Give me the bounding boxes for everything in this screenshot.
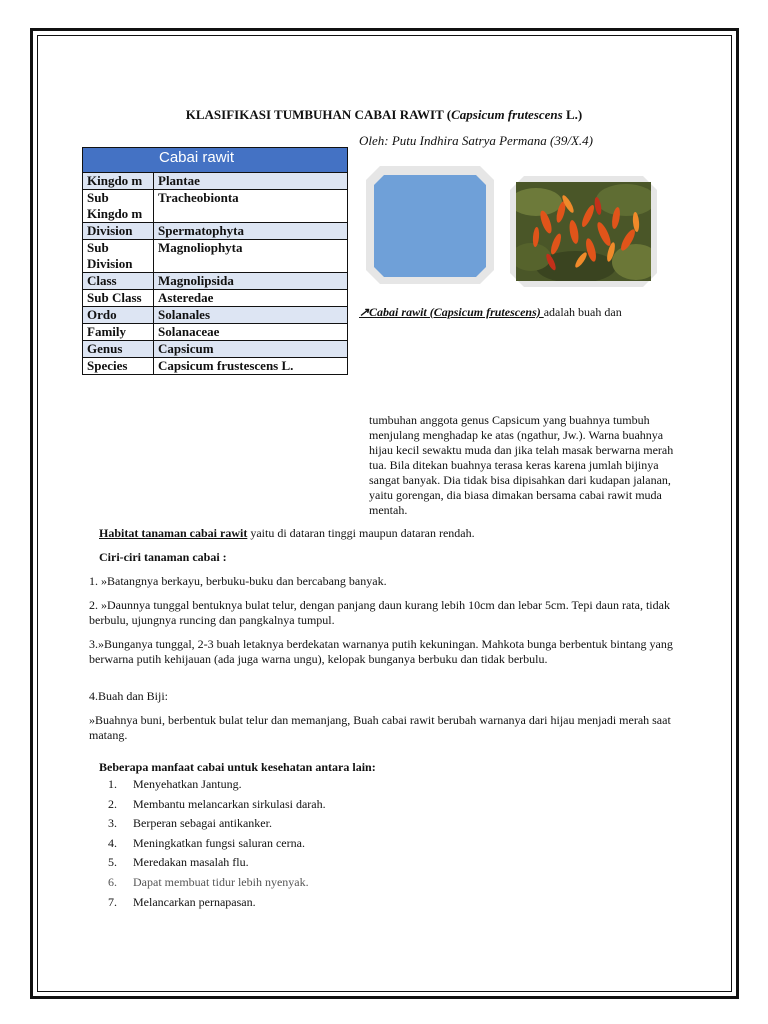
placeholder-image: [374, 175, 486, 277]
list-item: 6. Dapat membuat tidur lebih nyenyak.: [108, 874, 309, 889]
ciri-item: 1. »Batangnya berkayu, berbuku-buku dan bercabang banyak.: [89, 574, 387, 588]
table-row: Division Spermatophyta: [83, 223, 348, 240]
chili-plant-illustration: [516, 182, 651, 281]
table-row: Sub Kingdo m Tracheobionta: [83, 190, 348, 223]
benefits-list: [108, 777, 326, 914]
table-row: Genus Capsicum: [83, 341, 348, 358]
ciri-heading: Ciri-ciri tanaman cabai :: [99, 550, 227, 564]
ciri-item: 2. »Daunnya tunggal bentuknya bulat telur, dengan panjang daun kurang lebih 10cm dan lebar 5cm. Tepi daun rata, tidak berbulu, ujungnya runcing dan pangkalnya tumpul.: [89, 598, 670, 627]
classification-table: [82, 147, 348, 375]
chili-photo: [516, 182, 651, 281]
ciri-item: 3.»Bunganya tunggal, 2-3 buah letaknya berdekatan warnanya putih kekuningan. Mahkota bunga berbentuk bintang yang berwarna putih kehijauan (ada juga warna ungu), kelopak bunganya berbuku dan tidak berbulu.: [89, 637, 673, 666]
table-row: Species Capsicum frustescens L.: [83, 358, 348, 375]
list-item: 5. Meredakan masalah flu.: [108, 855, 249, 870]
description-paragraph: tumbuhan anggota genus Capsicum yang buahnya tumbuh menjulang menghadap ke atas (ngathur, Jw.). Warna buahnya hijau kecil sewaktu muda dan jika telah masak berwarna merah tua. Bila ditekan buahnya terasa keras karena jumlah bijinya sangat banyak. Dia tidak bisa dipisahkan dari kudapan jalanan, yaitu gorengan, dia biasa dimakan bersama cabai rawit muda mentah.: [369, 413, 674, 517]
list-item: 7. Melancarkan pernapasan.: [108, 894, 256, 909]
table-row: Sub Class Asteredae: [83, 290, 348, 307]
image-caption: ↗Cabai rawit (Capsicum frutescens) adalah buah dan: [359, 305, 622, 319]
ciri-item: »Buahnya buni, berbentuk bulat telur dan memanjang, Buah cabai rawit berubah warnanya dari hijau menjadi merah saat matang.: [89, 713, 671, 742]
table-row: Sub Division Magnoliophyta: [83, 240, 348, 273]
author-line: Oleh: Putu Indhira Satrya Permana (39/X.4): [359, 133, 593, 148]
list-item: 2. Membantu melancarkan sirkulasi darah.: [108, 796, 326, 811]
table-row: Family Solanaceae: [83, 324, 348, 341]
ciri-item: 4.Buah dan Biji:: [89, 689, 168, 703]
page-title: KLASIFIKASI TUMBUHAN CABAI RAWIT (Capsicum frutescens L.): [185, 107, 583, 122]
table-row: Class Magnolipsida: [83, 273, 348, 290]
list-item: 3. Berperan sebagai antikanker.: [108, 816, 272, 831]
list-item: 4. Meningkatkan fungsi saluran cerna.: [108, 835, 305, 850]
table-row: Kingdo m Plantae: [83, 173, 348, 190]
table-row: Ordo Solanales: [83, 307, 348, 324]
list-item: 1. Menyehatkan Jantung.: [108, 777, 242, 791]
benefits-heading: Beberapa manfaat cabai untuk kesehatan antara lain:: [99, 760, 376, 774]
habitat-paragraph: Habitat tanaman cabai rawit yaitu di dataran tinggi maupun dataran rendah.: [99, 526, 475, 540]
table-header: Cabai rawit: [83, 148, 348, 173]
